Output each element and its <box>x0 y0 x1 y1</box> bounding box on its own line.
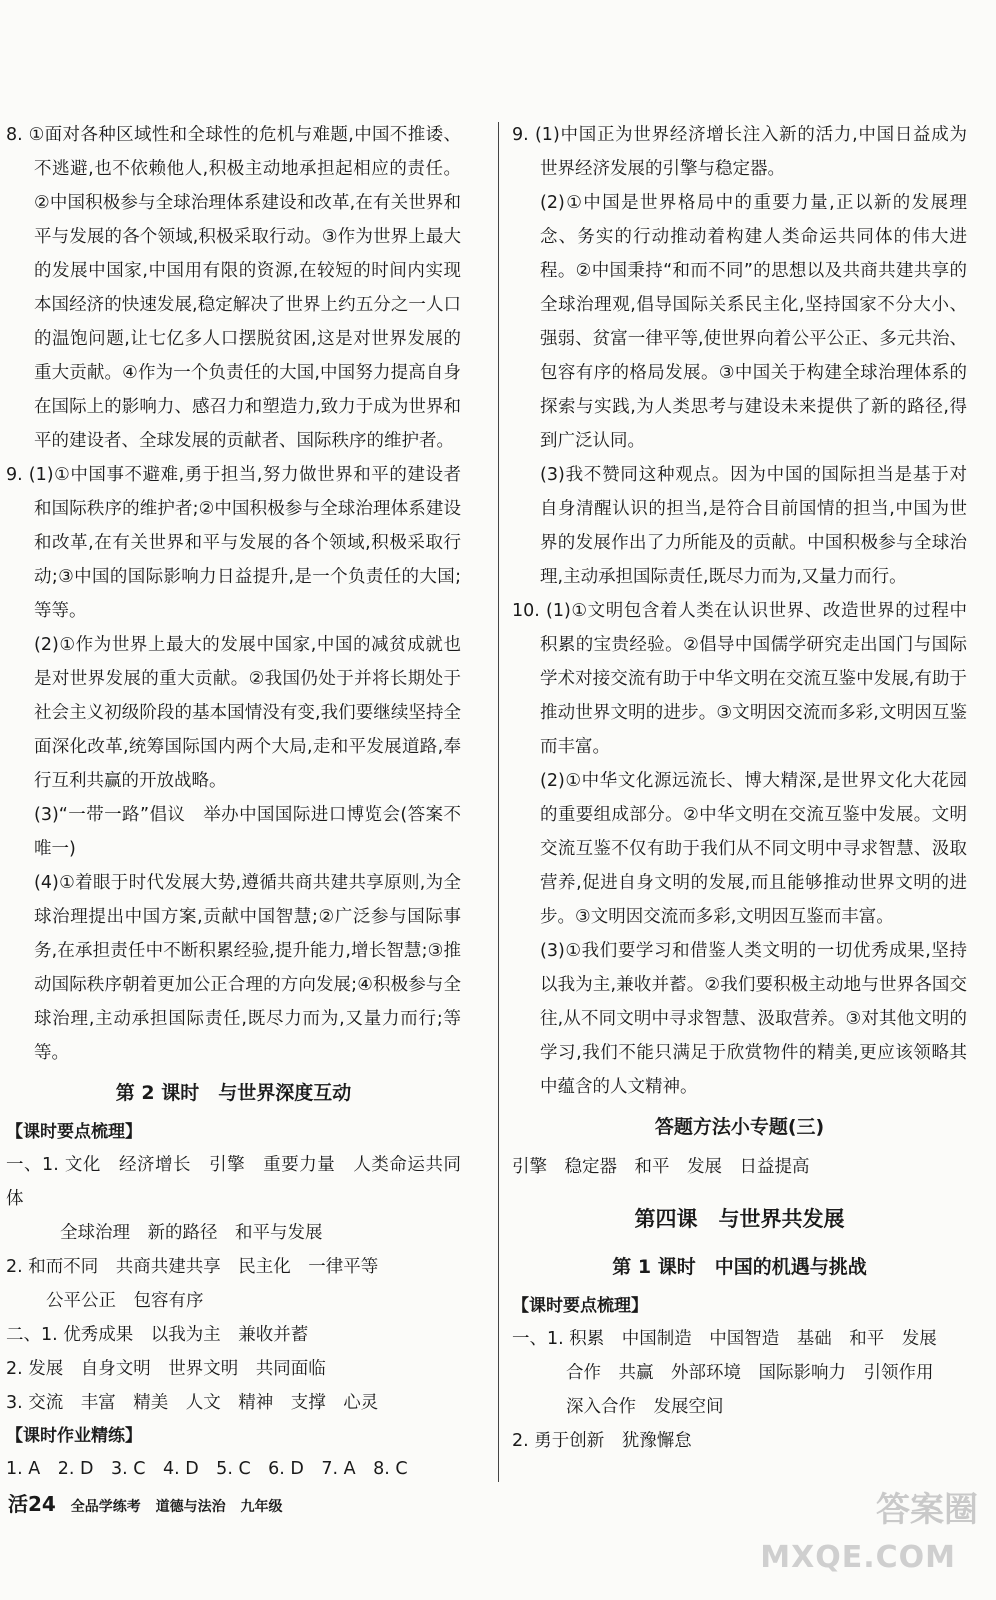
points-line-2b: 公平公正 包容有序 <box>46 1291 204 1311</box>
lesson-title: 第 2 课时 与世界深度互动 <box>115 1082 352 1104</box>
points-line-3: 二、1. 优秀成果 以我为主 兼收并蓄 <box>6 1325 309 1345</box>
points-line-1b: 全球治理 新的路径 和平与发展 <box>60 1223 323 1243</box>
answer-8: 8. ①面对各种区域性和全球性的危机与难题,中国不推诿、不逃避,也不依赖他人,积极主动地承担起相应的责任。②中国积极参与全球治理体系建设和改革,在有关世界和平与发展的各个领域,积极采取行动。③作为世界上最大的发展中国家,中国用有限的资源,在较短的时间内实现本国经济的快速发展,稳定解决了世界上约五分之一人口的温饱问题,让七亿多人口摆脱贫困,这是对世界发展的重大贡献。④作为一个负责任的大国,中国努力提高自身在国际上的影响力、感召力和塑造力,致力于成为世界和平的建设者、全球发展的贡献者、国际秩序的维护者。 <box>6 125 461 451</box>
answer-10-1: 10. (1)①文明包含着人类在认识世界、改造世界的过程中积累的宝贵经验。②倡导中国儒学研究走出国门与国际学术对接交流有助于中华文明在交流互鉴中发展,有助于推动世界文明的进步。③文明因交流而多彩,文明因互鉴而丰富。 <box>512 601 967 757</box>
points-line-4: 2. 发展 自身文明 世界文明 共同面临 <box>6 1359 326 1379</box>
section-bracket-points: 【课时要点梳理】 <box>6 1122 142 1142</box>
answer-10-3: (3)①我们要学习和借鉴人类文明的一切优秀成果,坚持以我为主,兼收并蓄。②我们要积极主动地与世界各国交往,从不同文明中寻求智慧、汲取营养。③对其他文明的学习,我们不能只满足于欣赏物件的精美,更应该领略其中蕴含的人文精神。 <box>540 941 967 1097</box>
subject-name: 道德与法治 <box>155 1499 226 1515</box>
topic-title: 答题方法小专题(三) <box>654 1116 825 1138</box>
watermark-site: MXQE.COM <box>760 1540 956 1575</box>
right-column <box>512 118 967 1458</box>
answer-9-4: (4)①着眼于时代发展大势,遵循共商共建共享原则,为全球治理提出中国方案,贡献中国智慧;②广泛参与国际事务,在承担责任中不断积累经验,提升能力,增长智慧;③推动国际秩序朝着更加公正合理的方向发展;④积极参与全球治理,主动承担国际责任,既尽力而为,又量力而行;等等。 <box>34 873 461 1063</box>
choice-answers: 1. A 2. D 3. C 4. D 5. C 6. D 7. A 8. C <box>6 1459 408 1479</box>
column-divider <box>498 122 499 1482</box>
watermark-logo: 答案圈 <box>876 1490 978 1530</box>
r-points-line-1: 一、1. 积累 中国制造 中国智造 基础 和平 发展 <box>512 1329 937 1349</box>
section-bracket-exercises: 【课时作业精练】 <box>6 1426 142 1446</box>
r-points-line-1b: 合作 共赢 外部环境 国际影响力 引领作用 <box>566 1363 934 1383</box>
topic-line: 引擎 稳定器 和平 发展 日益提高 <box>512 1157 810 1177</box>
points-line-2: 2. 和而不同 共商共建共享 民主化 一律平等 <box>6 1257 379 1277</box>
answer-9-2: (2)①作为世界上最大的发展中国家,中国的减贫成就也是对世界发展的重大贡献。②我国仍处于并将长期处于社会主义初级阶段的基本国情没有变,我们要继续坚持全面深化改革,统筹国际国内两个大局,走和平发展道路,奉行互利共赢的开放战略。 <box>34 635 461 791</box>
answer-r9-1: 9. (1)中国正为世界经济增长注入新的活力,中国日益成为世界经济发展的引擎与稳定器。 <box>512 125 967 179</box>
answer-r9-3: (3)我不赞同这种观点。因为中国的国际担当是基于对自身清醒认识的担当,是符合目前国情的担当,中国为世界的发展作出了力所能及的贡献。中国积极参与全球治理,主动承担国际责任,既尽力而为,又量力而行。 <box>540 465 967 587</box>
answer-10-2: (2)①中华文化源远流长、博大精深,是世界文化大花园的重要组成部分。②中华文明在交流互鉴中发展。文明交流互鉴不仅有助于我们从不同文明中寻求智慧、汲取营养,促进自身文明的发展,而且能够推动世界文明的进步。③文明因交流而多彩,文明因互鉴而丰富。 <box>540 771 967 927</box>
grade-name: 九年级 <box>240 1499 283 1515</box>
answer-9-3: (3)“一带一路”倡议 举办中国国际进口博览会(答案不唯一) <box>34 805 461 859</box>
lesson4-title: 第四课 与世界共发展 <box>634 1207 845 1231</box>
points-line-5: 3. 交流 丰富 精美 人文 精神 支撑 心灵 <box>6 1393 379 1413</box>
lesson4-subtitle: 第 1 课时 中国的机遇与挑战 <box>612 1256 867 1278</box>
page-number: 活24 <box>8 1492 56 1516</box>
points-line-1: 一、1. 文化 经济增长 引擎 重要力量 人类命运共同体 <box>6 1155 461 1209</box>
answer-9-1: 9. (1)①中国事不避难,勇于担当,努力做世界和平的建设者和国际秩序的维护者;②中国积极参与全球治理体系建设和改革,在有关世界和平与发展的各个领域,积极采取行动;③中国的国际影响力日益提升,是一个负责任的大国;等等。 <box>6 465 461 621</box>
left-column <box>6 118 461 1486</box>
page-footer <box>8 1488 292 1517</box>
r-points-line-1c: 深入合作 发展空间 <box>566 1397 724 1417</box>
r-points-line-2: 2. 勇于创新 犹豫懈怠 <box>512 1431 692 1451</box>
answer-r9-2: (2)①中国是世界格局中的重要力量,正以新的发展理念、务实的行动推动着构建人类命运共同体的伟大进程。②中国秉持“和而不同”的思想以及共商共建共享的全球治理观,倡导国际关系民主化,坚持国家不分大小、强弱、贫富一律平等,使世界向着公平公正、多元共治、包容有序的格局发展。③中国关于构建全球治理体系的探索与实践,为人类思考与建设未来提供了新的路径,得到广泛认同。 <box>540 193 967 451</box>
series-name: 全品学练考 <box>70 1499 141 1515</box>
section-bracket-points-right: 【课时要点梳理】 <box>512 1296 648 1316</box>
